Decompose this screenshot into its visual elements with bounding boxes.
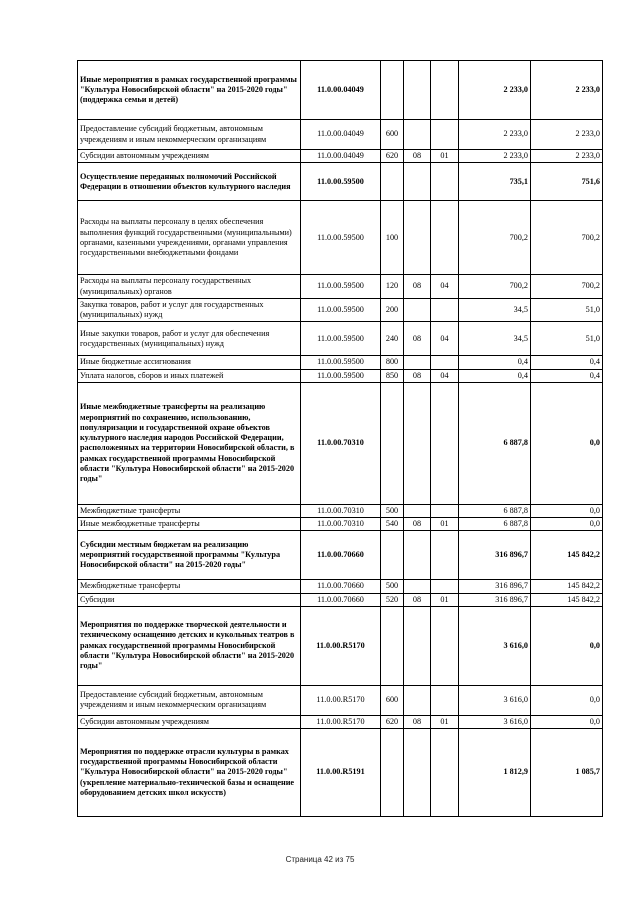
table-row xyxy=(78,729,603,817)
row-name: Иные бюджетные ассигнования xyxy=(78,356,301,369)
subsection-code xyxy=(431,298,459,322)
subsection-code: 01 xyxy=(431,518,459,531)
amount-first-year: 0,4 xyxy=(459,356,531,369)
section-code xyxy=(404,356,431,369)
row-name: Иные межбюджетные трансферты xyxy=(78,518,301,531)
amount-second-year: 0,0 xyxy=(531,382,603,504)
table-row xyxy=(78,150,603,163)
amount-second-year: 145 842,2 xyxy=(531,580,603,593)
expense-type-code: 600 xyxy=(381,685,404,715)
section-code: 08 xyxy=(404,275,431,299)
table-row xyxy=(78,61,603,120)
amount-first-year: 700,2 xyxy=(459,275,531,299)
table-row xyxy=(78,518,603,531)
table-row xyxy=(78,382,603,504)
subsection-code: 04 xyxy=(431,369,459,382)
row-name: Межбюджетные трансферты xyxy=(78,504,301,517)
amount-second-year: 51,0 xyxy=(531,298,603,322)
table-row xyxy=(78,163,603,201)
expense-type-code: 520 xyxy=(381,593,404,606)
amount-second-year: 1 085,7 xyxy=(531,729,603,817)
section-code xyxy=(404,120,431,150)
row-name: Субсидии автономным учреждениям xyxy=(78,715,301,728)
target-article-code: 11.0.00.59500 xyxy=(301,369,381,382)
expense-type-code xyxy=(381,729,404,817)
subsection-code: 04 xyxy=(431,322,459,356)
table-row xyxy=(78,369,603,382)
subsection-code xyxy=(431,685,459,715)
subsection-code xyxy=(431,504,459,517)
budget-table xyxy=(77,60,603,817)
target-article-code: 11.0.00.70310 xyxy=(301,504,381,517)
subsection-code xyxy=(431,201,459,275)
section-code xyxy=(404,504,431,517)
expense-type-code: 540 xyxy=(381,518,404,531)
row-name: Иные межбюджетные трансферты на реализацию мероприятий по сохранению, использованию, популяризации и государственной охране объектов культурного наследия народов Российской Федерации, расположенных на территории Новосибирской области, в рамках государственной программы Новосибирской области "Культура Новосибирской области" на 2015-2020 годы" xyxy=(78,382,301,504)
target-article-code: 11.0.00.70310 xyxy=(301,518,381,531)
row-name: Субсидии автономным учреждениям xyxy=(78,150,301,163)
row-name: Мероприятия по поддержке творческой деятельности и техническому оснащению детских и кукольных театров в рамках государственной программы Новосибирской области "Культура Новосибирской области" на 2015-2020 годы" xyxy=(78,606,301,685)
subsection-code xyxy=(431,61,459,120)
subsection-code xyxy=(431,531,459,580)
target-article-code: 11.0.00.R5191 xyxy=(301,729,381,817)
table-row xyxy=(78,356,603,369)
amount-second-year: 0,0 xyxy=(531,606,603,685)
target-article-code: 11.0.00.59500 xyxy=(301,322,381,356)
section-code: 08 xyxy=(404,715,431,728)
amount-first-year: 316 896,7 xyxy=(459,593,531,606)
target-article-code: 11.0.00.59500 xyxy=(301,275,381,299)
expense-type-code: 620 xyxy=(381,715,404,728)
expense-type-code xyxy=(381,606,404,685)
amount-first-year: 1 812,9 xyxy=(459,729,531,817)
expense-type-code: 850 xyxy=(381,369,404,382)
target-article-code: 11.0.00.70660 xyxy=(301,580,381,593)
target-article-code: 11.0.00.59500 xyxy=(301,356,381,369)
table-body xyxy=(78,61,603,817)
row-name: Расходы на выплаты персоналу в целях обеспечения выполнения функций государственными (муниципальными) органами, казенными учреждениями, органами управления государственными внебюджетными фондами xyxy=(78,201,301,275)
target-article-code: 11.0.00.70660 xyxy=(301,531,381,580)
subsection-code: 04 xyxy=(431,275,459,299)
subsection-code xyxy=(431,163,459,201)
amount-second-year: 51,0 xyxy=(531,322,603,356)
amount-first-year: 3 616,0 xyxy=(459,606,531,685)
section-code xyxy=(404,163,431,201)
target-article-code: 11.0.00.04049 xyxy=(301,61,381,120)
target-article-code: 11.0.00.59500 xyxy=(301,298,381,322)
subsection-code xyxy=(431,356,459,369)
target-article-code: 11.0.00.R5170 xyxy=(301,715,381,728)
amount-first-year: 735,1 xyxy=(459,163,531,201)
amount-first-year: 2 233,0 xyxy=(459,150,531,163)
table-row xyxy=(78,531,603,580)
amount-first-year: 2 233,0 xyxy=(459,61,531,120)
amount-second-year: 700,2 xyxy=(531,201,603,275)
section-code xyxy=(404,61,431,120)
section-code: 08 xyxy=(404,369,431,382)
section-code xyxy=(404,580,431,593)
table-row xyxy=(78,298,603,322)
row-name: Мероприятия по поддержке отрасли культуры в рамках государственной программы Новосибирской области "Культура Новосибирской области" на 2015-2020 годы" (укрепление материально-технической базы и оснащение оборудованием детских школ искусств) xyxy=(78,729,301,817)
amount-second-year: 0,0 xyxy=(531,518,603,531)
row-name: Субсидии местным бюджетам на реализацию мероприятий государственной программы "Культура Новосибирской области" на 2015-2020 годы" xyxy=(78,531,301,580)
expense-type-code xyxy=(381,531,404,580)
expense-type-code: 800 xyxy=(381,356,404,369)
section-code: 08 xyxy=(404,518,431,531)
row-name: Осуществление переданных полномочий Российской Федерации в отношении объектов культурного наследия xyxy=(78,163,301,201)
target-article-code: 11.0.00.70310 xyxy=(301,382,381,504)
expense-type-code xyxy=(381,163,404,201)
subsection-code xyxy=(431,606,459,685)
row-name: Уплата налогов, сборов и иных платежей xyxy=(78,369,301,382)
subsection-code xyxy=(431,580,459,593)
expense-type-code: 500 xyxy=(381,580,404,593)
amount-second-year: 0,0 xyxy=(531,715,603,728)
section-code: 08 xyxy=(404,322,431,356)
target-article-code: 11.0.00.70660 xyxy=(301,593,381,606)
table-row xyxy=(78,593,603,606)
amount-first-year: 3 616,0 xyxy=(459,715,531,728)
section-code xyxy=(404,531,431,580)
table-row xyxy=(78,120,603,150)
row-name: Межбюджетные трансферты xyxy=(78,580,301,593)
amount-second-year: 0,4 xyxy=(531,356,603,369)
table-row xyxy=(78,504,603,517)
expense-type-code xyxy=(381,61,404,120)
amount-second-year: 0,0 xyxy=(531,685,603,715)
amount-first-year: 6 887,8 xyxy=(459,518,531,531)
table-row xyxy=(78,685,603,715)
section-code: 08 xyxy=(404,593,431,606)
amount-second-year: 2 233,0 xyxy=(531,150,603,163)
amount-first-year: 316 896,7 xyxy=(459,580,531,593)
amount-second-year: 751,6 xyxy=(531,163,603,201)
expense-type-code xyxy=(381,382,404,504)
expense-type-code: 200 xyxy=(381,298,404,322)
subsection-code: 01 xyxy=(431,150,459,163)
amount-first-year: 0,4 xyxy=(459,369,531,382)
subsection-code xyxy=(431,382,459,504)
section-code: 08 xyxy=(404,150,431,163)
target-article-code: 11.0.00.59500 xyxy=(301,163,381,201)
table-row xyxy=(78,322,603,356)
row-name: Предоставление субсидий бюджетным, автономным учреждениям и иным некоммерческим организациям xyxy=(78,120,301,150)
section-code xyxy=(404,606,431,685)
target-article-code: 11.0.00.R5170 xyxy=(301,606,381,685)
row-name: Субсидии xyxy=(78,593,301,606)
amount-first-year: 2 233,0 xyxy=(459,120,531,150)
expense-type-code: 120 xyxy=(381,275,404,299)
amount-second-year: 2 233,0 xyxy=(531,120,603,150)
amount-second-year: 0,4 xyxy=(531,369,603,382)
amount-first-year: 3 616,0 xyxy=(459,685,531,715)
section-code xyxy=(404,382,431,504)
target-article-code: 11.0.00.04049 xyxy=(301,150,381,163)
subsection-code: 01 xyxy=(431,715,459,728)
amount-first-year: 34,5 xyxy=(459,298,531,322)
table-row xyxy=(78,201,603,275)
section-code xyxy=(404,298,431,322)
row-name: Закупка товаров, работ и услуг для государственных (муниципальных) нужд xyxy=(78,298,301,322)
expense-type-code: 600 xyxy=(381,120,404,150)
section-code xyxy=(404,201,431,275)
section-code xyxy=(404,685,431,715)
row-name: Расходы на выплаты персоналу государственных (муниципальных) органов xyxy=(78,275,301,299)
target-article-code: 11.0.00.59500 xyxy=(301,201,381,275)
expense-type-code: 620 xyxy=(381,150,404,163)
amount-second-year: 0,0 xyxy=(531,504,603,517)
expense-type-code: 100 xyxy=(381,201,404,275)
table-row xyxy=(78,715,603,728)
target-article-code: 11.0.00.R5170 xyxy=(301,685,381,715)
amount-first-year: 34,5 xyxy=(459,322,531,356)
row-name: Иные мероприятия в рамках государственной программы "Культура Новосибирской области" на 2015-2020 годы"(поддержка семьи и детей) xyxy=(78,61,301,120)
amount-first-year: 316 896,7 xyxy=(459,531,531,580)
section-code xyxy=(404,729,431,817)
amount-first-year: 6 887,8 xyxy=(459,504,531,517)
amount-second-year: 700,2 xyxy=(531,275,603,299)
table-row xyxy=(78,275,603,299)
amount-second-year: 145 842,2 xyxy=(531,593,603,606)
row-name: Иные закупки товаров, работ и услуг для обеспечения государственных (муниципальных) нужд xyxy=(78,322,301,356)
expense-type-code: 240 xyxy=(381,322,404,356)
row-name: Предоставление субсидий бюджетным, автономным учреждениям и иным некоммерческим организациям xyxy=(78,685,301,715)
amount-second-year: 2 233,0 xyxy=(531,61,603,120)
page-footer: Страница 42 из 75 xyxy=(285,855,355,864)
table-row xyxy=(78,606,603,685)
amount-second-year: 145 842,2 xyxy=(531,531,603,580)
table-row xyxy=(78,580,603,593)
subsection-code: 01 xyxy=(431,593,459,606)
expense-type-code: 500 xyxy=(381,504,404,517)
target-article-code: 11.0.00.04049 xyxy=(301,120,381,150)
subsection-code xyxy=(431,729,459,817)
subsection-code xyxy=(431,120,459,150)
amount-first-year: 6 887,8 xyxy=(459,382,531,504)
amount-first-year: 700,2 xyxy=(459,201,531,275)
